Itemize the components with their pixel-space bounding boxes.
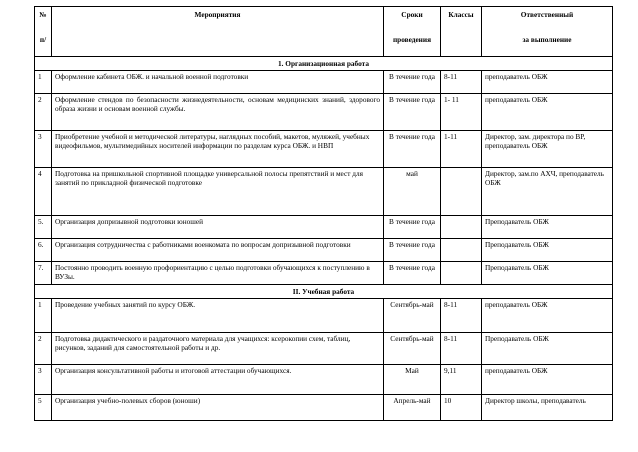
row-number: 7. bbox=[35, 262, 52, 285]
header-activity: Мероприятия bbox=[52, 7, 384, 57]
row-activity: Подготовка на пришкольной спортивной площадке универсальной полосы препятствий и мест для занятий по прикладной физической подготовке bbox=[52, 168, 384, 216]
row-activity: Организация консультативной работы и итоговой аттестации обучающихся. bbox=[52, 365, 384, 395]
row-term: В течение года bbox=[384, 239, 441, 262]
row-responsible: Директор, зам. директора по ВР, преподаватель ОБЖ bbox=[482, 131, 613, 168]
row-classes: 1-11 bbox=[441, 131, 482, 168]
row-term: В течение года bbox=[384, 94, 441, 131]
row-activity: Организация сотрудничества с работниками военкомата по вопросам допризывной подготовки bbox=[52, 239, 384, 262]
row-classes: 1- 11 bbox=[441, 94, 482, 131]
row-activity: Постоянно проводить военную профориентацию с целью подготовки обучающихся к поступлению в ВУЗы. bbox=[52, 262, 384, 285]
table-row bbox=[35, 365, 613, 395]
row-number: 2 bbox=[35, 94, 52, 131]
table-row bbox=[35, 216, 613, 239]
row-term: Май bbox=[384, 365, 441, 395]
row-number: 4 bbox=[35, 168, 52, 216]
row-classes: 8-11 bbox=[441, 333, 482, 365]
table-header-row bbox=[35, 7, 613, 57]
row-term: Сентябрь-май bbox=[384, 333, 441, 365]
row-term: Апрель-май bbox=[384, 395, 441, 421]
row-number: 5 bbox=[35, 395, 52, 421]
row-responsible: Директор школы, преподаватель bbox=[482, 395, 613, 421]
activity-plan-table bbox=[34, 6, 613, 421]
row-responsible: преподаватель ОБЖ bbox=[482, 365, 613, 395]
table-row bbox=[35, 94, 613, 131]
row-number: 5. bbox=[35, 216, 52, 239]
row-classes bbox=[441, 262, 482, 285]
header-classes: Классы bbox=[441, 7, 482, 57]
table-row bbox=[35, 168, 613, 216]
row-activity: Оформление стендов по безопасности жизнедеятельности, основам медицинских знаний, здорового образа жизни и основам военной службы. bbox=[52, 94, 384, 131]
row-classes: 10 bbox=[441, 395, 482, 421]
row-number: 3 bbox=[35, 365, 52, 395]
row-term: В течение года bbox=[384, 131, 441, 168]
row-term: Сентябрь-май bbox=[384, 299, 441, 333]
row-number: 2 bbox=[35, 333, 52, 365]
row-activity: Оформление кабинета ОБЖ. и начальной военной подготовки bbox=[52, 71, 384, 94]
header-term: Сроки проведения bbox=[384, 7, 441, 57]
table-row bbox=[35, 333, 613, 365]
row-number: 1 bbox=[35, 71, 52, 94]
row-number: 1 bbox=[35, 299, 52, 333]
row-classes: 8-11 bbox=[441, 299, 482, 333]
row-number: 3 bbox=[35, 131, 52, 168]
row-classes bbox=[441, 239, 482, 262]
row-classes: 8-11 bbox=[441, 71, 482, 94]
row-activity: Организация допризывной подготовки юношей bbox=[52, 216, 384, 239]
row-classes bbox=[441, 168, 482, 216]
row-classes: 9,11 bbox=[441, 365, 482, 395]
table-row bbox=[35, 262, 613, 285]
header-responsible: Ответственный за выполнение bbox=[482, 7, 613, 57]
section-header-educational bbox=[35, 285, 613, 299]
row-responsible: Преподаватель ОБЖ bbox=[482, 262, 613, 285]
table-row bbox=[35, 299, 613, 333]
row-term: В течение года bbox=[384, 216, 441, 239]
row-responsible: преподаватель ОБЖ bbox=[482, 71, 613, 94]
row-responsible: преподаватель ОБЖ bbox=[482, 94, 613, 131]
row-number: 6. bbox=[35, 239, 52, 262]
table-row bbox=[35, 239, 613, 262]
row-activity: Подготовка дидактического и раздаточного материала для учащихся: ксерокопии схем, таблиц, рисунков, заданий для самостоятельной работы и др. bbox=[52, 333, 384, 365]
row-activity: Приобретение учебной и методической литературы, наглядных пособий, макетов, муляжей, учебных видеофильмов, мультимедийных носителей информации по разделам курса ОБЖ. и НВП bbox=[52, 131, 384, 168]
table-row bbox=[35, 395, 613, 421]
row-classes bbox=[441, 216, 482, 239]
row-activity: Организация учебно-полевых сборов (юноши) bbox=[52, 395, 384, 421]
section-header-organizational bbox=[35, 57, 613, 71]
row-responsible: Преподаватель ОБЖ bbox=[482, 239, 613, 262]
row-activity: Проведение учебных занятий по курсу ОБЖ. bbox=[52, 299, 384, 333]
section-title: II. Учебная работа bbox=[35, 285, 613, 299]
table-row bbox=[35, 131, 613, 168]
section-title: 1. Организационная работа bbox=[35, 57, 613, 71]
row-term: В течение года bbox=[384, 262, 441, 285]
row-term: В течение года bbox=[384, 71, 441, 94]
row-responsible: Преподаватель ОБЖ bbox=[482, 216, 613, 239]
row-responsible: Преподаватель ОБЖ bbox=[482, 333, 613, 365]
row-responsible: Директор, зам.по АХЧ, преподаватель ОБЖ bbox=[482, 168, 613, 216]
header-number: № п/ bbox=[35, 7, 52, 57]
row-responsible: преподаватель ОБЖ bbox=[482, 299, 613, 333]
row-term: май bbox=[384, 168, 441, 216]
table-row bbox=[35, 71, 613, 94]
